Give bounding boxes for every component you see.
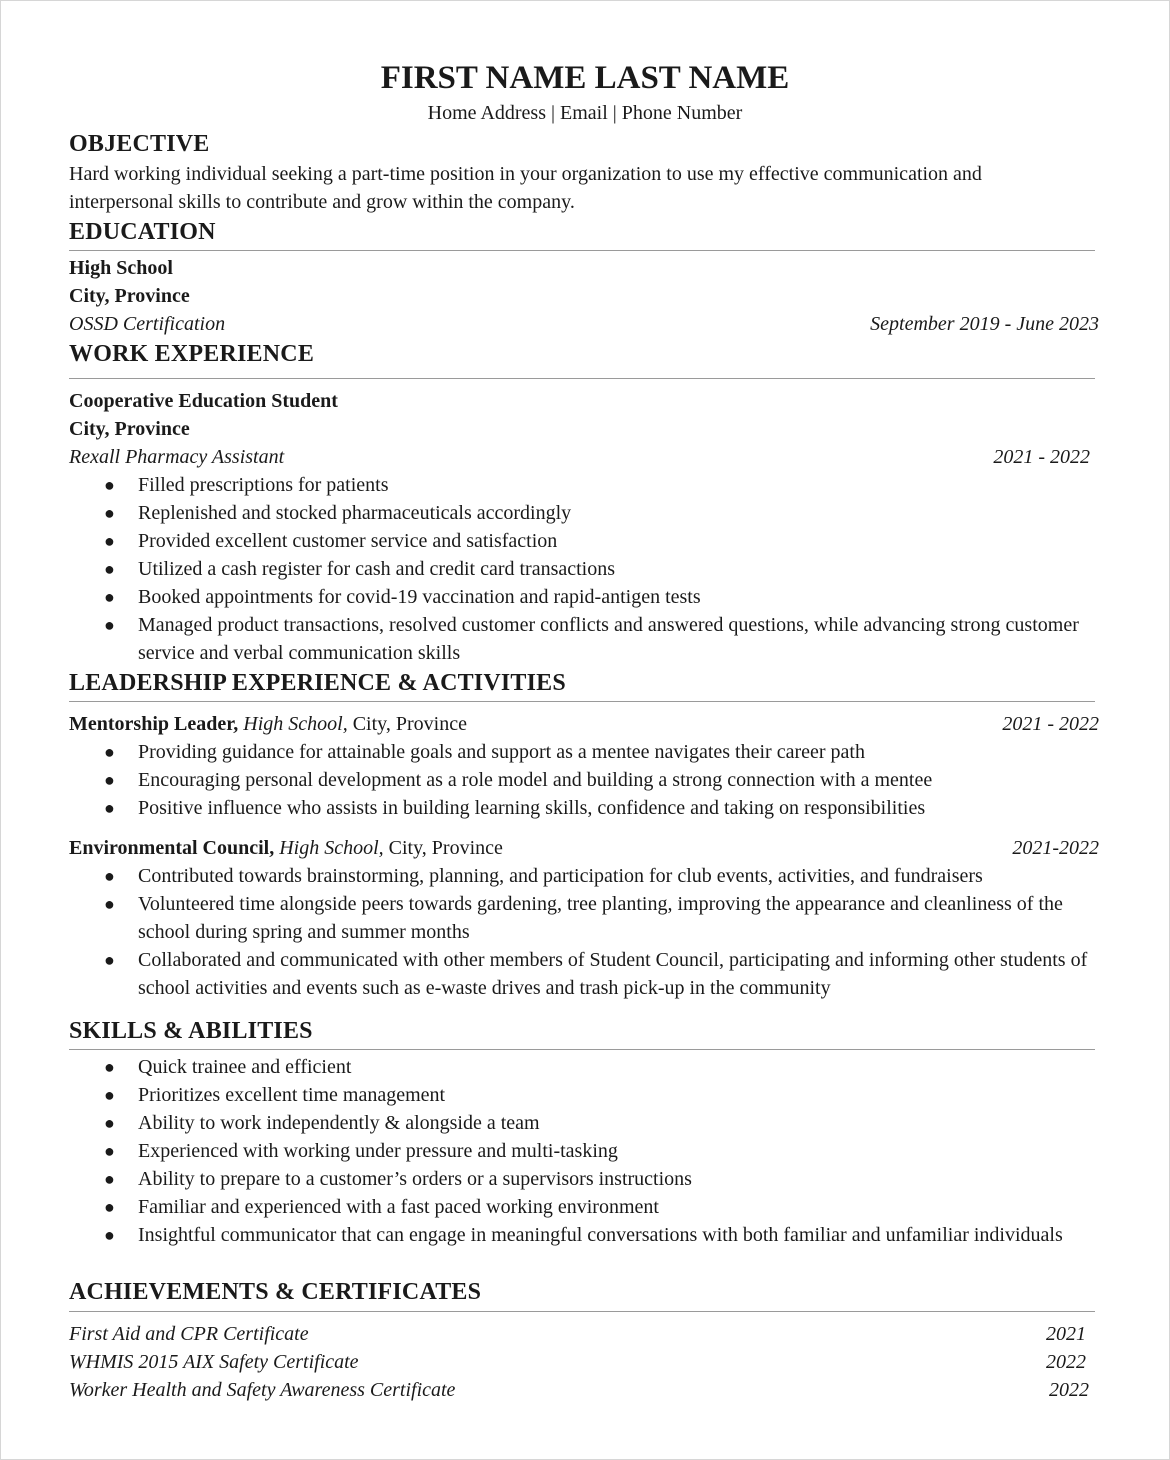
bullet-icon: ● (104, 798, 115, 818)
section-divider (69, 701, 1095, 702)
bullet-icon: ● (104, 1141, 115, 1161)
bullet-icon: ● (104, 615, 115, 635)
work-title: Cooperative Education Student (69, 390, 338, 412)
list-item: ● Replenished and stocked pharmaceuticals accordingly (0, 499, 1088, 527)
bullet-icon: ● (104, 1057, 115, 1077)
bullet-icon: ● (104, 950, 115, 970)
bullet-icon: ● (104, 1225, 115, 1245)
bullet-icon: ● (104, 770, 115, 790)
list-item: ● Positive influence who assists in building learning skills, confidence and taking on responsibilities (0, 794, 1088, 822)
list-item: ● Experienced with working under pressure and multi-tasking (0, 1137, 1088, 1165)
work-heading: WORK EXPERIENCE (69, 341, 315, 367)
list-item: ● Volunteered time alongside peers towards gardening, tree planting, improving the appearance and cleanliness of the school during spring and summer months (0, 890, 1088, 946)
leadership-entry-environmental (69, 834, 503, 862)
contact-line: Home Address | Email | Phone Number (427, 102, 743, 124)
environmental-bullet-list (0, 862, 1088, 1002)
entry-dates: 2021-2022 (1012, 837, 1099, 859)
work-location: City, Province (69, 418, 190, 440)
list-item: ● Providing guidance for attainable goals and support as a mentee navigates their career path (0, 738, 1088, 766)
bullet-icon: ● (104, 559, 115, 579)
entry-location: City, Province (388, 837, 503, 859)
bullet-icon: ● (104, 866, 115, 886)
list-item: ● Ability to prepare to a customer’s orders or a supervisors instructions (0, 1165, 1088, 1193)
skills-bullet-list (0, 1053, 1088, 1249)
bullet-icon: ● (104, 475, 115, 495)
list-item: ● Prioritizes excellent time management (0, 1081, 1088, 1109)
bullet-icon: ● (104, 1085, 115, 1105)
list-item: ● Provided excellent customer service and satisfaction (0, 527, 1088, 555)
work-dates: 2021 - 2022 (993, 446, 1090, 468)
entry-org: High School, (243, 713, 348, 735)
list-item: ● Filled prescriptions for patients (0, 471, 1088, 499)
mentorship-bullet-list (0, 738, 1088, 822)
list-item: ● Booked appointments for covid-19 vaccination and rapid-antigen tests (0, 583, 1088, 611)
bullet-icon: ● (104, 894, 115, 914)
bullet-icon: ● (104, 503, 115, 523)
list-item: ● Collaborated and communicated with other members of Student Council, participating and informing other students of school activities and events such as e-waste drives and trash pick-up in the community (0, 946, 1088, 1002)
bullet-icon: ● (104, 531, 115, 551)
entry-title: Mentorship Leader, (69, 713, 239, 735)
education-dates: September 2019 - June 2023 (870, 313, 1099, 335)
list-item: ● Ability to work independently & alongside a team (0, 1109, 1088, 1137)
section-divider (69, 378, 1095, 379)
bullet-icon: ● (104, 742, 115, 762)
list-item: ● Familiar and experienced with a fast paced working environment (0, 1193, 1088, 1221)
list-item: ● Contributed towards brainstorming, planning, and participation for club events, activities, and fundraisers (0, 862, 1088, 890)
leadership-heading: LEADERSHIP EXPERIENCE & ACTIVITIES (69, 670, 566, 696)
certificate-name: Worker Health and Safety Awareness Certificate (69, 1379, 456, 1401)
list-item: ● Managed product transactions, resolved customer conflicts and answered questions, while advancing strong customer service and verbal communication skills (0, 611, 1088, 667)
education-location: City, Province (69, 285, 190, 307)
bullet-icon: ● (104, 1197, 115, 1217)
entry-location: City, Province (352, 713, 467, 735)
entry-org: High School, (279, 837, 384, 859)
bullet-icon: ● (104, 587, 115, 607)
list-item: ● Encouraging personal development as a role model and building a strong connection with a mentee (0, 766, 1088, 794)
achievements-heading: ACHIEVEMENTS & CERTIFICATES (69, 1279, 482, 1305)
education-school: High School (69, 257, 173, 279)
certificate-year: 2022 (1049, 1379, 1089, 1401)
resume-name: FIRST NAME LAST NAME (380, 60, 790, 96)
education-credential: OSSD Certification (69, 313, 226, 335)
bullet-icon: ● (104, 1113, 115, 1133)
list-item: ● Quick trainee and efficient (0, 1053, 1088, 1081)
leadership-entry-mentorship (69, 710, 467, 738)
entry-title: Environmental Council, (69, 837, 275, 859)
objective-heading: OBJECTIVE (69, 131, 210, 157)
skills-heading: SKILLS & ABILITIES (69, 1018, 313, 1044)
list-item: ● Insightful communicator that can engage in meaningful conversations with both familiar and unfamiliar individuals (0, 1221, 1088, 1249)
objective-text: Hard working individual seeking a part-time position in your organization to use my effective communication and interpersonal skills to contribute and grow within the company. (69, 163, 982, 213)
work-bullet-list (0, 471, 1088, 667)
education-heading: EDUCATION (69, 219, 216, 245)
section-divider (69, 1049, 1095, 1050)
bullet-icon: ● (104, 1169, 115, 1189)
section-divider (69, 1311, 1095, 1312)
certificate-year: 2021 (1046, 1323, 1086, 1345)
certificate-name: WHMIS 2015 AIX Safety Certificate (69, 1351, 359, 1373)
entry-dates: 2021 - 2022 (1002, 713, 1099, 735)
work-role: Rexall Pharmacy Assistant (69, 446, 285, 468)
list-item: ● Utilized a cash register for cash and credit card transactions (0, 555, 1088, 583)
certificate-name: First Aid and CPR Certificate (69, 1323, 309, 1345)
section-divider (69, 250, 1095, 251)
certificate-year: 2022 (1046, 1351, 1086, 1373)
